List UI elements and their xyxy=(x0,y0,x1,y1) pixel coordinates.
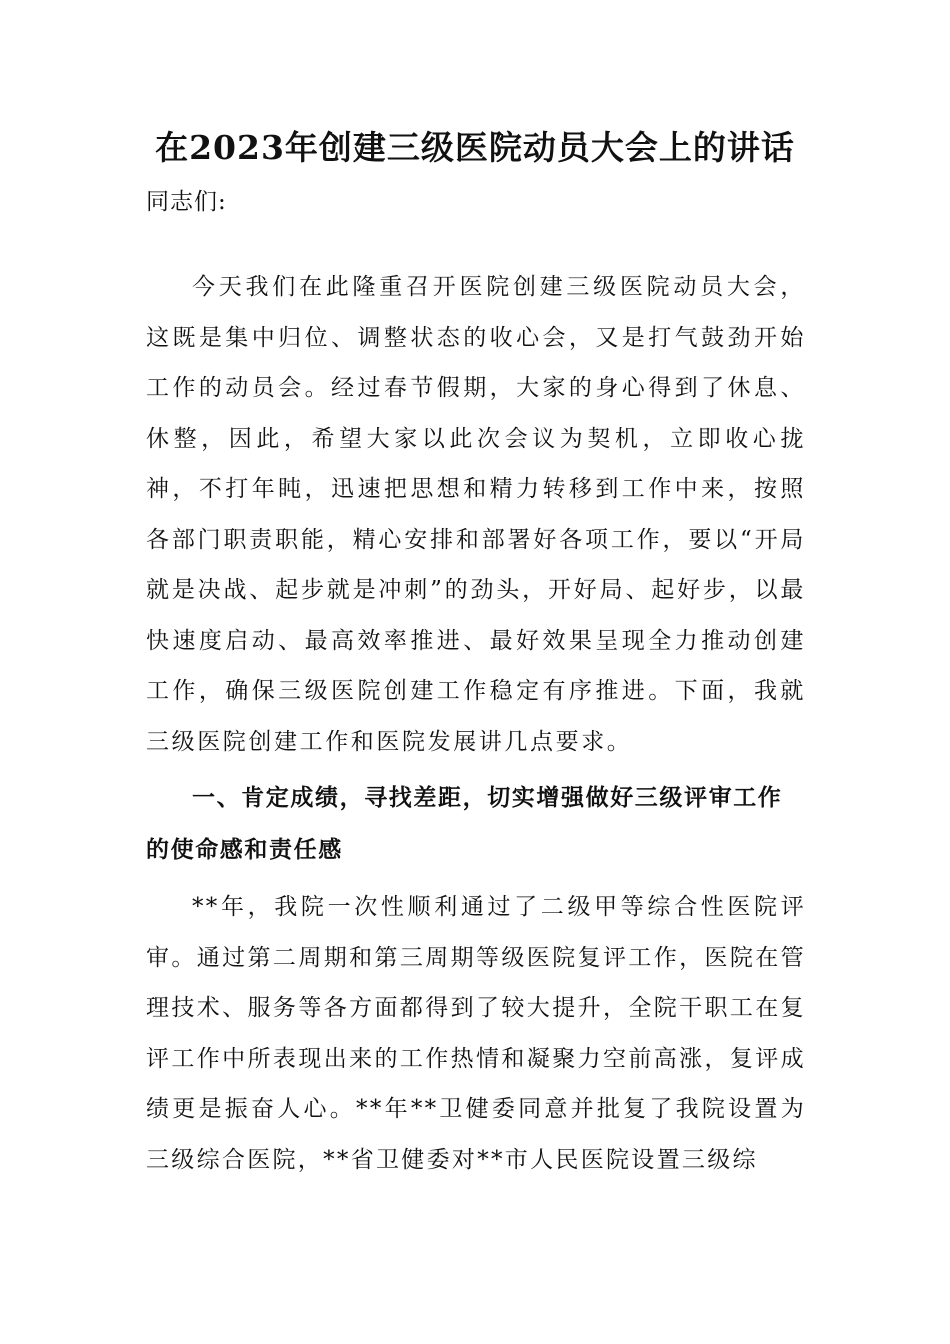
intro-paragraph: 今天我们在此隆重召开医院创建三级医院动员大会，这既是集中归位、调整状态的收心会，又是打气鼓劲开始工作的动员会。经过春节假期，大家的身心得到了休息、休整，因此，希望大家以此次会议为契机，立即收心拢神，不打年盹，迅速把思想和精力转移到工作中来，按照各部门职责职能，精心安排和部署好各项工作，要以“开局就是决战、起步就是冲刺”的劲头，开好局、起好步，以最快速度启动、最高效率推进、最好效果呈现全力推动创建工作，确保三级医院创建工作稳定有序推进。下面，我就三级医院创建工作和医院发展讲几点要求。 xyxy=(146,274,806,755)
section-paragraph: **年，我院一次性顺利通过了二级甲等综合性医院评审。通过第二周期和第三周期等级医院复评工作，医院在管理技术、服务等各方面都得到了较大提升，全院干职工在复评工作中所表现出来的工作热情和凝聚力空前高涨，复评成绩更是振奋人心。**年**卫健委同意并批复了我院设置为三级综合医院，**省卫健委对**市人民医院设置三级综 xyxy=(146,894,806,1173)
section-heading: 一、肯定成绩，寻找差距，切实增强做好三级评审工作的使命感和责任感 xyxy=(146,785,783,863)
salutation: 同志们: xyxy=(146,189,227,215)
document-title: 在2023年创建三级医院动员大会上的讲话 xyxy=(155,128,795,167)
